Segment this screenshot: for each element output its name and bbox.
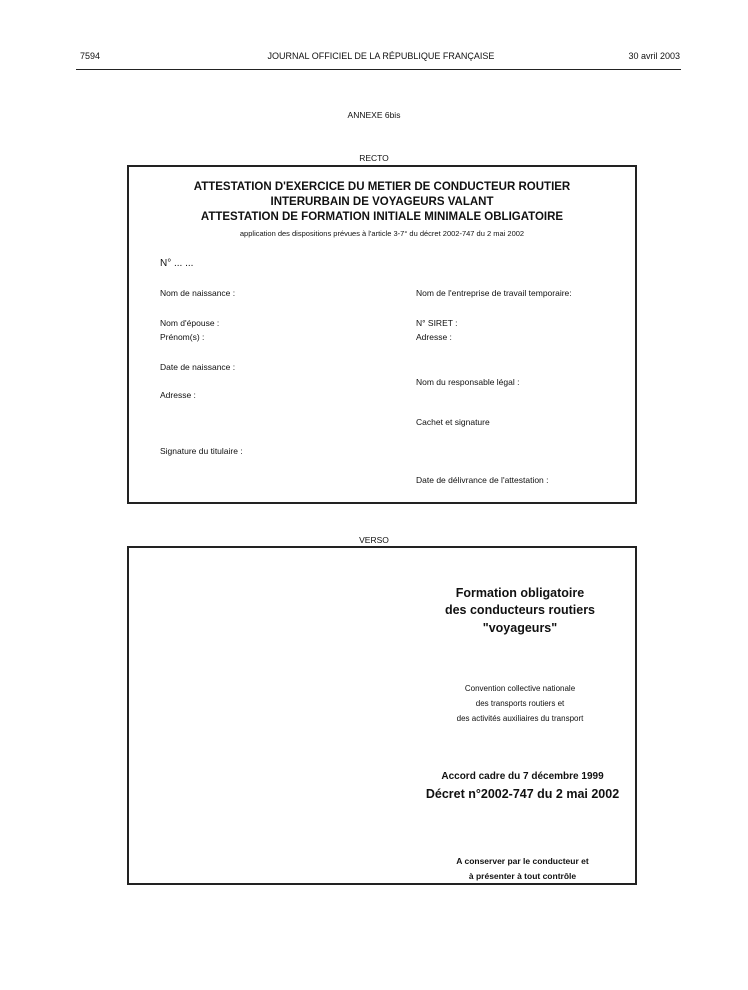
- field-nom-entreprise: Nom de l'entreprise de travail temporaire:: [416, 288, 572, 298]
- page-number: 7594: [80, 51, 101, 61]
- recto-subtitle: application des dispositions prévues à l'article 3-7° du décret 2002-747 du 2 mai 2002: [239, 229, 525, 238]
- verso-convention-line3: des activités auxiliaires du transport: [456, 714, 584, 723]
- verso-title-line2: des conducteurs routiers: [444, 603, 596, 617]
- recto-title-line1: ATTESTATION D'EXERCICE DU METIER DE CONDUCTEUR ROUTIER: [193, 181, 571, 193]
- field-date-naissance: Date de naissance :: [160, 362, 236, 372]
- annex-label: ANNEXE 6bis: [347, 110, 401, 120]
- recto-caption: RECTO: [359, 153, 389, 163]
- journal-title: JOURNAL OFFICIEL DE LA RÉPUBLIQUE FRANÇAISE: [267, 51, 495, 61]
- verso-accord: Accord cadre du 7 décembre 1999: [441, 771, 604, 782]
- recto-title-line2: INTERURBAIN DE VOYAGEURS VALANT: [270, 196, 494, 208]
- verso-caption: VERSO: [359, 535, 389, 545]
- verso-convention-line1: Convention collective nationale: [464, 684, 576, 693]
- field-cachet-signature: Cachet et signature: [416, 417, 490, 427]
- field-date-delivrance: Date de délivrance de l'attestation :: [416, 475, 549, 485]
- field-prenoms: Prénom(s) :: [160, 332, 205, 342]
- verso-convention-line2: des transports routiers et: [475, 699, 565, 708]
- field-nom-naissance: Nom de naissance :: [160, 288, 236, 298]
- verso-decret: Décret n°2002-747 du 2 mai 2002: [425, 787, 620, 801]
- field-adresse-titulaire: Adresse :: [160, 390, 196, 400]
- header-date: 30 avril 2003: [628, 51, 680, 61]
- field-adresse-entreprise: Adresse :: [416, 332, 452, 342]
- verso-title-line1: Formation obligatoire: [455, 586, 585, 600]
- field-siret: N° SIRET :: [416, 318, 458, 328]
- recto-number-label: N° ... ...: [160, 258, 194, 269]
- field-responsable-legal: Nom du responsable légal :: [416, 377, 520, 387]
- field-nom-epouse: Nom d'épouse :: [160, 318, 220, 328]
- header-rule: [76, 69, 681, 70]
- verso-footer-line1: A conserver par le conducteur et: [456, 856, 589, 866]
- verso-title-line3: "voyageurs": [482, 621, 558, 635]
- recto-title-line3: ATTESTATION DE FORMATION INITIALE MINIMALE OBLIGATOIRE: [200, 211, 564, 223]
- verso-footer-line2: à présenter à tout contrôle: [468, 871, 577, 881]
- field-signature-titulaire: Signature du titulaire :: [160, 446, 243, 456]
